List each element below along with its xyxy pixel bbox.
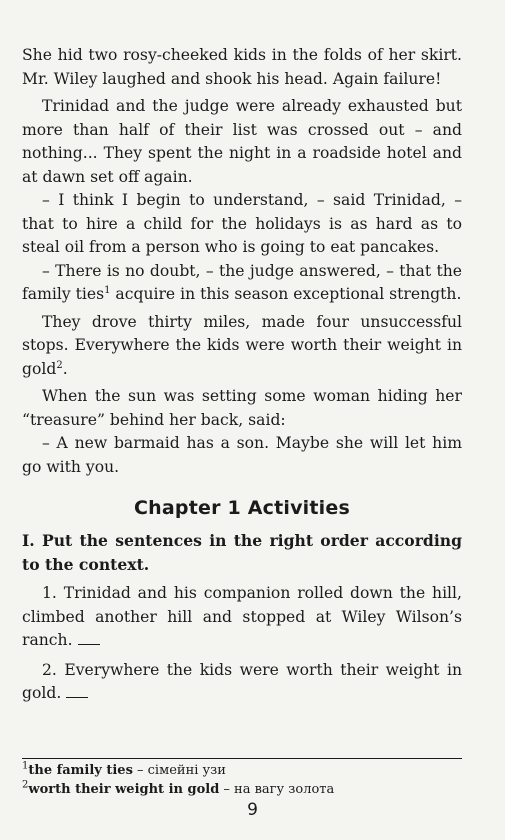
task-item-2 xyxy=(22,659,462,706)
footnote-2-mark: 2 xyxy=(22,779,29,791)
paragraph-5-text-b: . xyxy=(62,359,68,378)
paragraph-4-text-a: – There is no doubt, – the judge answered, – that the family ties xyxy=(22,261,462,303)
task-item-2-text: 2. Everywhere the kids were worth their weight in gold. xyxy=(22,660,462,702)
answer-blank-1[interactable] xyxy=(78,630,100,645)
paragraph-3: – I think I begin to understand, – said Trinidad, – that to hire a child for the holidays is as hard as to steal oil from a person who is going to eat pancakes. xyxy=(22,191,462,256)
footnote-ref-2: 2 xyxy=(56,359,63,371)
chapter-heading: Chapter 1 Activities xyxy=(134,497,350,519)
paragraph-7: – A new barmaid has a son. Maybe she will let him go with you. xyxy=(22,434,462,476)
task-item-1-text: 1. Trinidad and his companion rolled down the hill, climbed another hill and stopped at Wiley Wilson’s ranch. xyxy=(22,584,462,649)
task-item-1 xyxy=(22,582,462,653)
paragraph-4 xyxy=(22,260,462,307)
footnote-1-term: the family ties xyxy=(28,763,133,778)
paragraph-5-text-a: They drove thirty miles, made four unsuccessful stops. Everywhere the kids were worth their weight in gold xyxy=(22,312,462,378)
paragraph-2: Trinidad and the judge were already exhausted but more than half of their list was crossed out – and nothing... They spent the night in a roadside hotel and at dawn set off again. xyxy=(22,97,462,186)
footnote-2-term: worth their weight in gold xyxy=(28,782,220,797)
paragraph-6: When the sun was setting some woman hiding her “treasure” behind her back, said: xyxy=(22,387,462,429)
footnote-2 xyxy=(22,780,462,799)
page-body xyxy=(22,44,462,706)
page-number: 9 xyxy=(247,800,258,820)
answer-blank-2[interactable] xyxy=(66,683,88,698)
footnote-1-gloss: – сімейні узи xyxy=(132,763,226,778)
paragraph-4-text-b: acquire in this season exceptional strength. xyxy=(110,285,462,303)
paragraph-1: She hid two rosy-cheeked kids in the folds of her skirt. Mr. Wiley laughed and shook his head. Again failure! xyxy=(22,46,462,88)
task-instruction: I. Put the sentences in the right order according to the context. xyxy=(22,531,462,574)
paragraph-5 xyxy=(22,311,462,382)
footnote-1-mark: 1 xyxy=(22,760,29,772)
footnote-ref-1: 1 xyxy=(104,284,111,296)
footnote-1 xyxy=(22,761,462,780)
footnotes xyxy=(22,758,462,799)
footnote-2-gloss: – на вагу золота xyxy=(219,782,335,797)
